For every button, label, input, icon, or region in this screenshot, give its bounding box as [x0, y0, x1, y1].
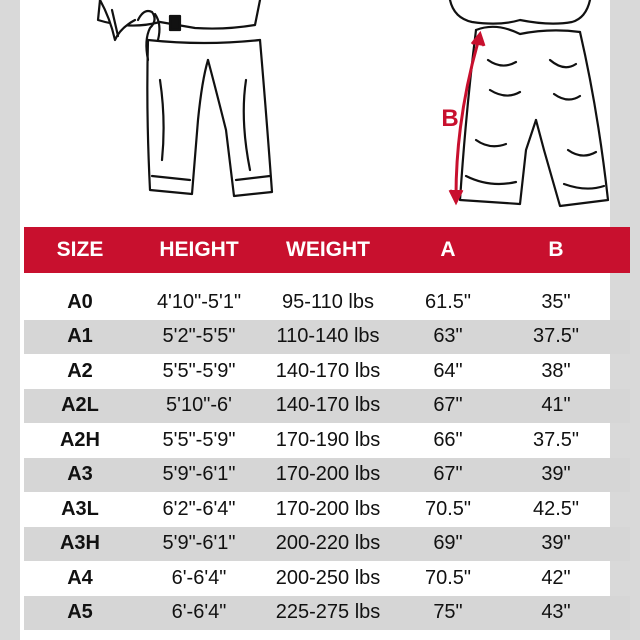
table-row [24, 354, 630, 389]
cell-weight: 170-190 lbs [275, 428, 381, 451]
table-row [24, 389, 630, 424]
header-size: SIZE [56, 238, 104, 261]
cell-height: 5'9"-6'1" [162, 532, 236, 555]
size-table [24, 227, 630, 630]
table-row [24, 527, 630, 562]
cell-size: A2 [67, 359, 93, 382]
cell-size: A2L [61, 394, 99, 417]
cell-a: 69" [433, 532, 463, 555]
cell-weight: 95-110 lbs [282, 290, 374, 313]
cell-height: 6'-6'4" [171, 601, 227, 624]
cell-b: 43" [541, 601, 571, 624]
header-weight: WEIGHT [286, 238, 370, 261]
cell-height: 6'2"-6'4" [162, 497, 236, 520]
cell-a: 70.5" [424, 566, 472, 589]
size-chart-card [20, 0, 610, 640]
side-view-figure [450, 0, 608, 206]
cell-size: A3H [59, 532, 100, 555]
table-row [24, 492, 630, 527]
table-row [24, 596, 630, 631]
cell-b: 41" [541, 394, 571, 417]
cell-size: A1 [67, 325, 93, 348]
cell-weight: 200-220 lbs [275, 532, 381, 555]
cell-a: 63" [433, 325, 463, 348]
table-header [24, 227, 630, 273]
cell-b: 42" [541, 566, 571, 589]
cell-size: A3 [67, 463, 93, 486]
front-view-figure [98, 0, 272, 196]
cell-height: 6'-6'4" [171, 566, 227, 589]
cell-a: 70.5" [424, 497, 472, 520]
cell-b: 39" [541, 532, 571, 555]
cell-weight: 140-170 lbs [275, 359, 381, 382]
cell-height: 4'10"-5'1" [156, 290, 242, 313]
cell-a: 67" [433, 463, 463, 486]
header-a: A [440, 238, 456, 261]
cell-weight: 170-200 lbs [275, 497, 381, 520]
header-b: B [548, 238, 564, 261]
header-height: HEIGHT [159, 238, 239, 261]
cell-height: 5'5"-5'9" [162, 359, 236, 382]
cell-weight: 170-200 lbs [275, 463, 381, 486]
cell-a: 75" [433, 601, 463, 624]
table-row [24, 285, 630, 320]
cell-size: A4 [67, 566, 93, 589]
cell-weight: 140-170 lbs [275, 394, 381, 417]
cell-size: A0 [67, 290, 93, 313]
cell-weight: 110-140 lbs [276, 325, 380, 348]
cell-height: 5'5"-5'9" [162, 428, 236, 451]
table-row [24, 423, 630, 458]
cell-height: 5'9"-6'1" [162, 463, 236, 486]
cell-weight: 225-275 lbs [275, 601, 381, 624]
cell-b: 38" [541, 359, 571, 382]
gi-pants-illustration [20, 0, 610, 225]
table-row [24, 458, 630, 493]
cell-a: 61.5" [424, 290, 472, 313]
cell-b: 39" [541, 463, 571, 486]
cell-size: A2H [59, 428, 100, 451]
cell-height: 5'10"-6' [166, 394, 232, 417]
cell-weight: 200-250 lbs [275, 566, 381, 589]
table-body [24, 285, 630, 630]
cell-size: A5 [67, 601, 93, 624]
cell-b: 35" [541, 290, 571, 313]
cell-size: A3L [61, 497, 99, 520]
table-row [24, 561, 630, 596]
cell-b: 42.5" [532, 497, 580, 520]
cell-a: 67" [433, 394, 463, 417]
measurement-b-label: B [441, 105, 459, 132]
table-row [24, 320, 630, 355]
cell-b: 37.5" [532, 325, 580, 348]
cell-a: 66" [433, 428, 463, 451]
cell-b: 37.5" [532, 428, 580, 451]
cell-height: 5'2"-5'5" [162, 325, 236, 348]
cell-a: 64" [433, 359, 463, 382]
